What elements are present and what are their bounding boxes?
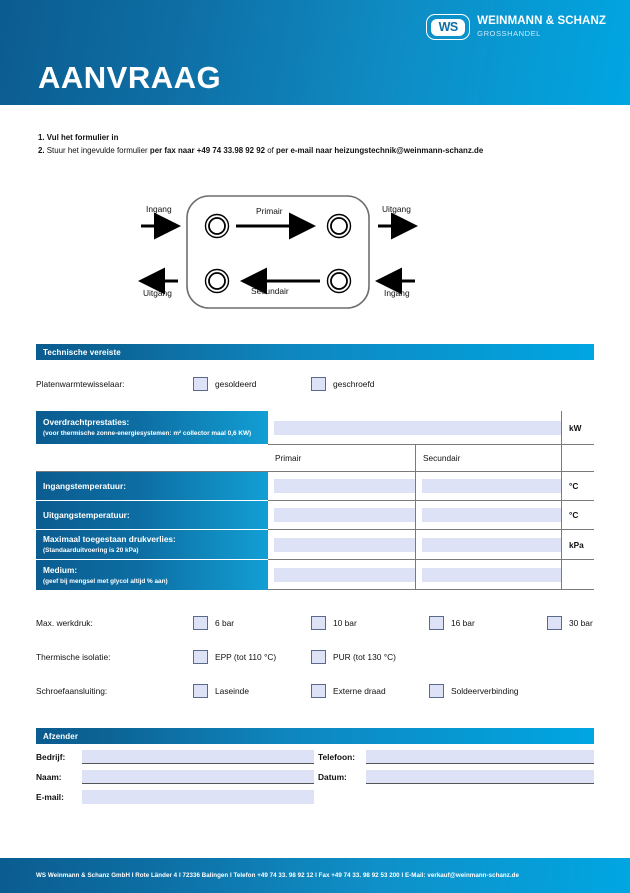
row-label-medium-sub: (geef bij mengsel met glycol altijd % aan) (43, 577, 168, 585)
instruction-2-pre: Stuur het ingevulde formulier (46, 146, 150, 155)
unit-ingangstemperatuur: °C (562, 472, 594, 501)
row-label-medium (36, 560, 268, 590)
checkbox-16-bar-label: 16 bar (451, 618, 475, 628)
heat-exchanger-diagram (110, 182, 530, 322)
table-row-medium (36, 560, 594, 590)
input-uitgangstemperatuur-primair-value[interactable] (274, 508, 415, 522)
checkbox-laseinde-box[interactable] (193, 684, 208, 698)
checkbox-6-bar-label: 6 bar (215, 618, 235, 628)
input-uitgangstemperatuur-secundair[interactable] (416, 501, 562, 530)
schroefaansluiting-label: Schroefaansluiting: (36, 686, 108, 696)
checkbox-geschroefd-box[interactable] (311, 377, 326, 391)
logo-wordmark (477, 16, 606, 37)
input-overdrachtprestaties-value[interactable] (274, 421, 561, 435)
ws-logo-text: WS (438, 19, 458, 34)
diagram-label-secundair: Secundair (251, 286, 289, 296)
checkbox-epp-label: EPP (tot 110 °C) (215, 652, 277, 662)
column-header-spacer (36, 445, 268, 472)
unit-medium (562, 560, 594, 590)
plate-exchanger-label: Platenwarmtewisselaar: (36, 379, 125, 389)
row-label-drukverlies (36, 530, 268, 560)
input-uitgangstemperatuur-secundair-value[interactable] (422, 508, 561, 522)
instruction-2-mid: of (265, 146, 277, 155)
checkbox-30-bar-box[interactable] (547, 616, 562, 630)
table-row-drukverlies (36, 530, 594, 560)
company-name: WEINMANN & SCHANZ (477, 15, 606, 28)
unit-overdrachtprestaties: kW (562, 411, 594, 445)
page-footer (0, 858, 630, 893)
max-werkdruk-label: Max. werkdruk: (36, 618, 93, 628)
instruction-line-2 (38, 144, 598, 157)
input-drukverlies-secundair[interactable] (416, 530, 562, 560)
input-medium-secundair-value[interactable] (422, 568, 561, 582)
technical-table (36, 411, 594, 590)
checkbox-soldeerverbinding[interactable] (429, 684, 519, 698)
input-medium-secundair[interactable] (416, 560, 562, 590)
page-header (0, 0, 630, 105)
row-label-drukverlies-sub: (Standaarduitvoering is 20 kPa) (43, 547, 139, 554)
telefoon-label: Telefoon: (318, 752, 356, 762)
checkbox-externe-draad[interactable] (311, 684, 386, 698)
checkbox-gesoldeerd[interactable] (193, 377, 256, 391)
instructions-block (38, 131, 598, 157)
input-overdrachtprestaties[interactable] (268, 411, 562, 445)
checkbox-30-bar-label: 30 bar (569, 618, 593, 628)
checkbox-epp-box[interactable] (193, 650, 208, 664)
input-ingangstemperatuur-secundair-value[interactable] (422, 479, 561, 493)
checkbox-externe-draad-box[interactable] (311, 684, 326, 698)
column-header-primair: Primair (268, 445, 416, 472)
datum-field[interactable] (366, 770, 594, 784)
diagram-svg (110, 182, 530, 322)
instruction-1-text: Vul het formulier in (46, 133, 119, 142)
table-row-ingangstemperatuur (36, 472, 594, 501)
datum-label: Datum: (318, 772, 347, 782)
column-header-secundair: Secundair (416, 445, 562, 472)
checkbox-epp[interactable] (193, 650, 276, 664)
input-medium-primair-value[interactable] (274, 568, 415, 582)
checkbox-geschroefd[interactable] (311, 377, 374, 391)
diagram-label-ingang-left: Ingang (146, 204, 172, 214)
diagram-label-uitgang-left: Uitgang (143, 288, 172, 298)
checkbox-10-bar-box[interactable] (311, 616, 326, 630)
telefoon-field[interactable] (366, 750, 594, 764)
checkbox-geschroefd-label: geschroefd (333, 379, 375, 389)
input-ingangstemperatuur-secundair[interactable] (416, 472, 562, 501)
input-drukverlies-primair-value[interactable] (274, 538, 415, 552)
column-header-unit-spacer (562, 445, 594, 472)
input-ingangstemperatuur-primair-value[interactable] (274, 479, 415, 493)
bedrijf-label: Bedrijf: (36, 752, 66, 762)
input-ingangstemperatuur-primair[interactable] (268, 472, 416, 501)
diagram-label-uitgang-right: Uitgang (382, 204, 411, 214)
checkbox-soldeerverbinding-label: Soldeerverbinding (451, 686, 519, 696)
checkbox-pur-label: PUR (tot 130 °C) (333, 652, 396, 662)
row-label-drukverlies-main: Maximaal toegestaan drukverlies: (43, 534, 176, 544)
diagram-label-primair: Primair (256, 206, 283, 216)
row-label-overdrachtprestaties-sub: (voor thermische zonne-energiesystemen: m² collector maal 0,6 KW) (43, 430, 252, 437)
ws-logo-icon (426, 14, 470, 40)
footer-contact-text: WS Weinmann & Schanz GmbH I Rote Länder 4 I 72336 Balingen I Telefon +49 74 33. 98 92 12 I Fax +49 74 33. 98 92 53 200 I E-Mail: verkauf@weinmann-schanz.de (36, 872, 519, 879)
email-field[interactable] (82, 790, 314, 804)
checkbox-pur[interactable] (311, 650, 396, 664)
diagram-label-ingang-right: Ingang (384, 288, 410, 298)
row-label-ingangstemperatuur-main: Ingangstemperatuur: (43, 480, 126, 491)
table-row-uitgangstemperatuur (36, 501, 594, 530)
checkbox-gesoldeerd-box[interactable] (193, 377, 208, 391)
checkbox-6-bar[interactable] (193, 616, 234, 630)
sender-block (36, 728, 594, 802)
row-label-overdrachtprestaties (36, 411, 268, 445)
naam-field[interactable] (82, 770, 314, 784)
input-uitgangstemperatuur-primair[interactable] (268, 501, 416, 530)
row-label-uitgangstemperatuur (36, 501, 268, 530)
table-row-column-headers (36, 445, 594, 472)
checkbox-soldeerverbinding-box[interactable] (429, 684, 444, 698)
checkbox-laseinde[interactable] (193, 684, 249, 698)
checkbox-16-bar-box[interactable] (429, 616, 444, 630)
checkbox-30-bar[interactable] (547, 616, 593, 630)
checkbox-laseinde-label: Laseinde (215, 686, 249, 696)
input-drukverlies-primair[interactable] (268, 530, 416, 560)
instruction-line-1 (38, 131, 598, 144)
row-label-medium-main: Medium: (43, 564, 78, 575)
row-label-overdrachtprestaties-main: Overdrachtprestaties: (43, 417, 130, 427)
instruction-2-fax: per fax naar +49 74 33.98 92 92 (149, 146, 266, 155)
checkbox-10-bar-label: 10 bar (333, 618, 357, 628)
company-logo (426, 14, 606, 40)
sender-fields-grid (36, 732, 594, 802)
thermische-isolatie-label: Thermische isolatie: (36, 652, 111, 662)
input-medium-primair[interactable] (268, 560, 416, 590)
naam-label: Naam: (36, 772, 62, 782)
unit-uitgangstemperatuur: °C (562, 501, 594, 530)
instruction-2-email: per e-mail naar heizungstechnik@weinmann-schanz.de (276, 146, 484, 155)
checkbox-6-bar-box[interactable] (193, 616, 208, 630)
row-label-ingangstemperatuur (36, 472, 268, 501)
input-drukverlies-secundair-value[interactable] (422, 538, 561, 552)
table-row-overdrachtprestaties (36, 411, 594, 445)
company-subtitle: GROSSHANDEL (477, 28, 541, 38)
checkbox-10-bar[interactable] (311, 616, 357, 630)
checkbox-externe-draad-label: Externe draad (333, 686, 386, 696)
section-header-technical: Technische vereiste (36, 344, 594, 360)
checkbox-16-bar[interactable] (429, 616, 475, 630)
checkbox-gesoldeerd-label: gesoldeerd (215, 379, 257, 389)
instruction-2-num: 2. (38, 146, 45, 155)
checkbox-pur-box[interactable] (311, 650, 326, 664)
row-label-uitgangstemperatuur-main: Uitgangstemperatuur: (43, 509, 130, 520)
instruction-1-num: 1. (38, 133, 45, 142)
page-title: AANVRAAG (38, 60, 222, 95)
section-header-afzender: Afzender (36, 728, 594, 744)
bedrijf-field[interactable] (82, 750, 314, 764)
email-label: E-mail: (36, 792, 64, 802)
unit-drukverlies: kPa (562, 530, 594, 560)
